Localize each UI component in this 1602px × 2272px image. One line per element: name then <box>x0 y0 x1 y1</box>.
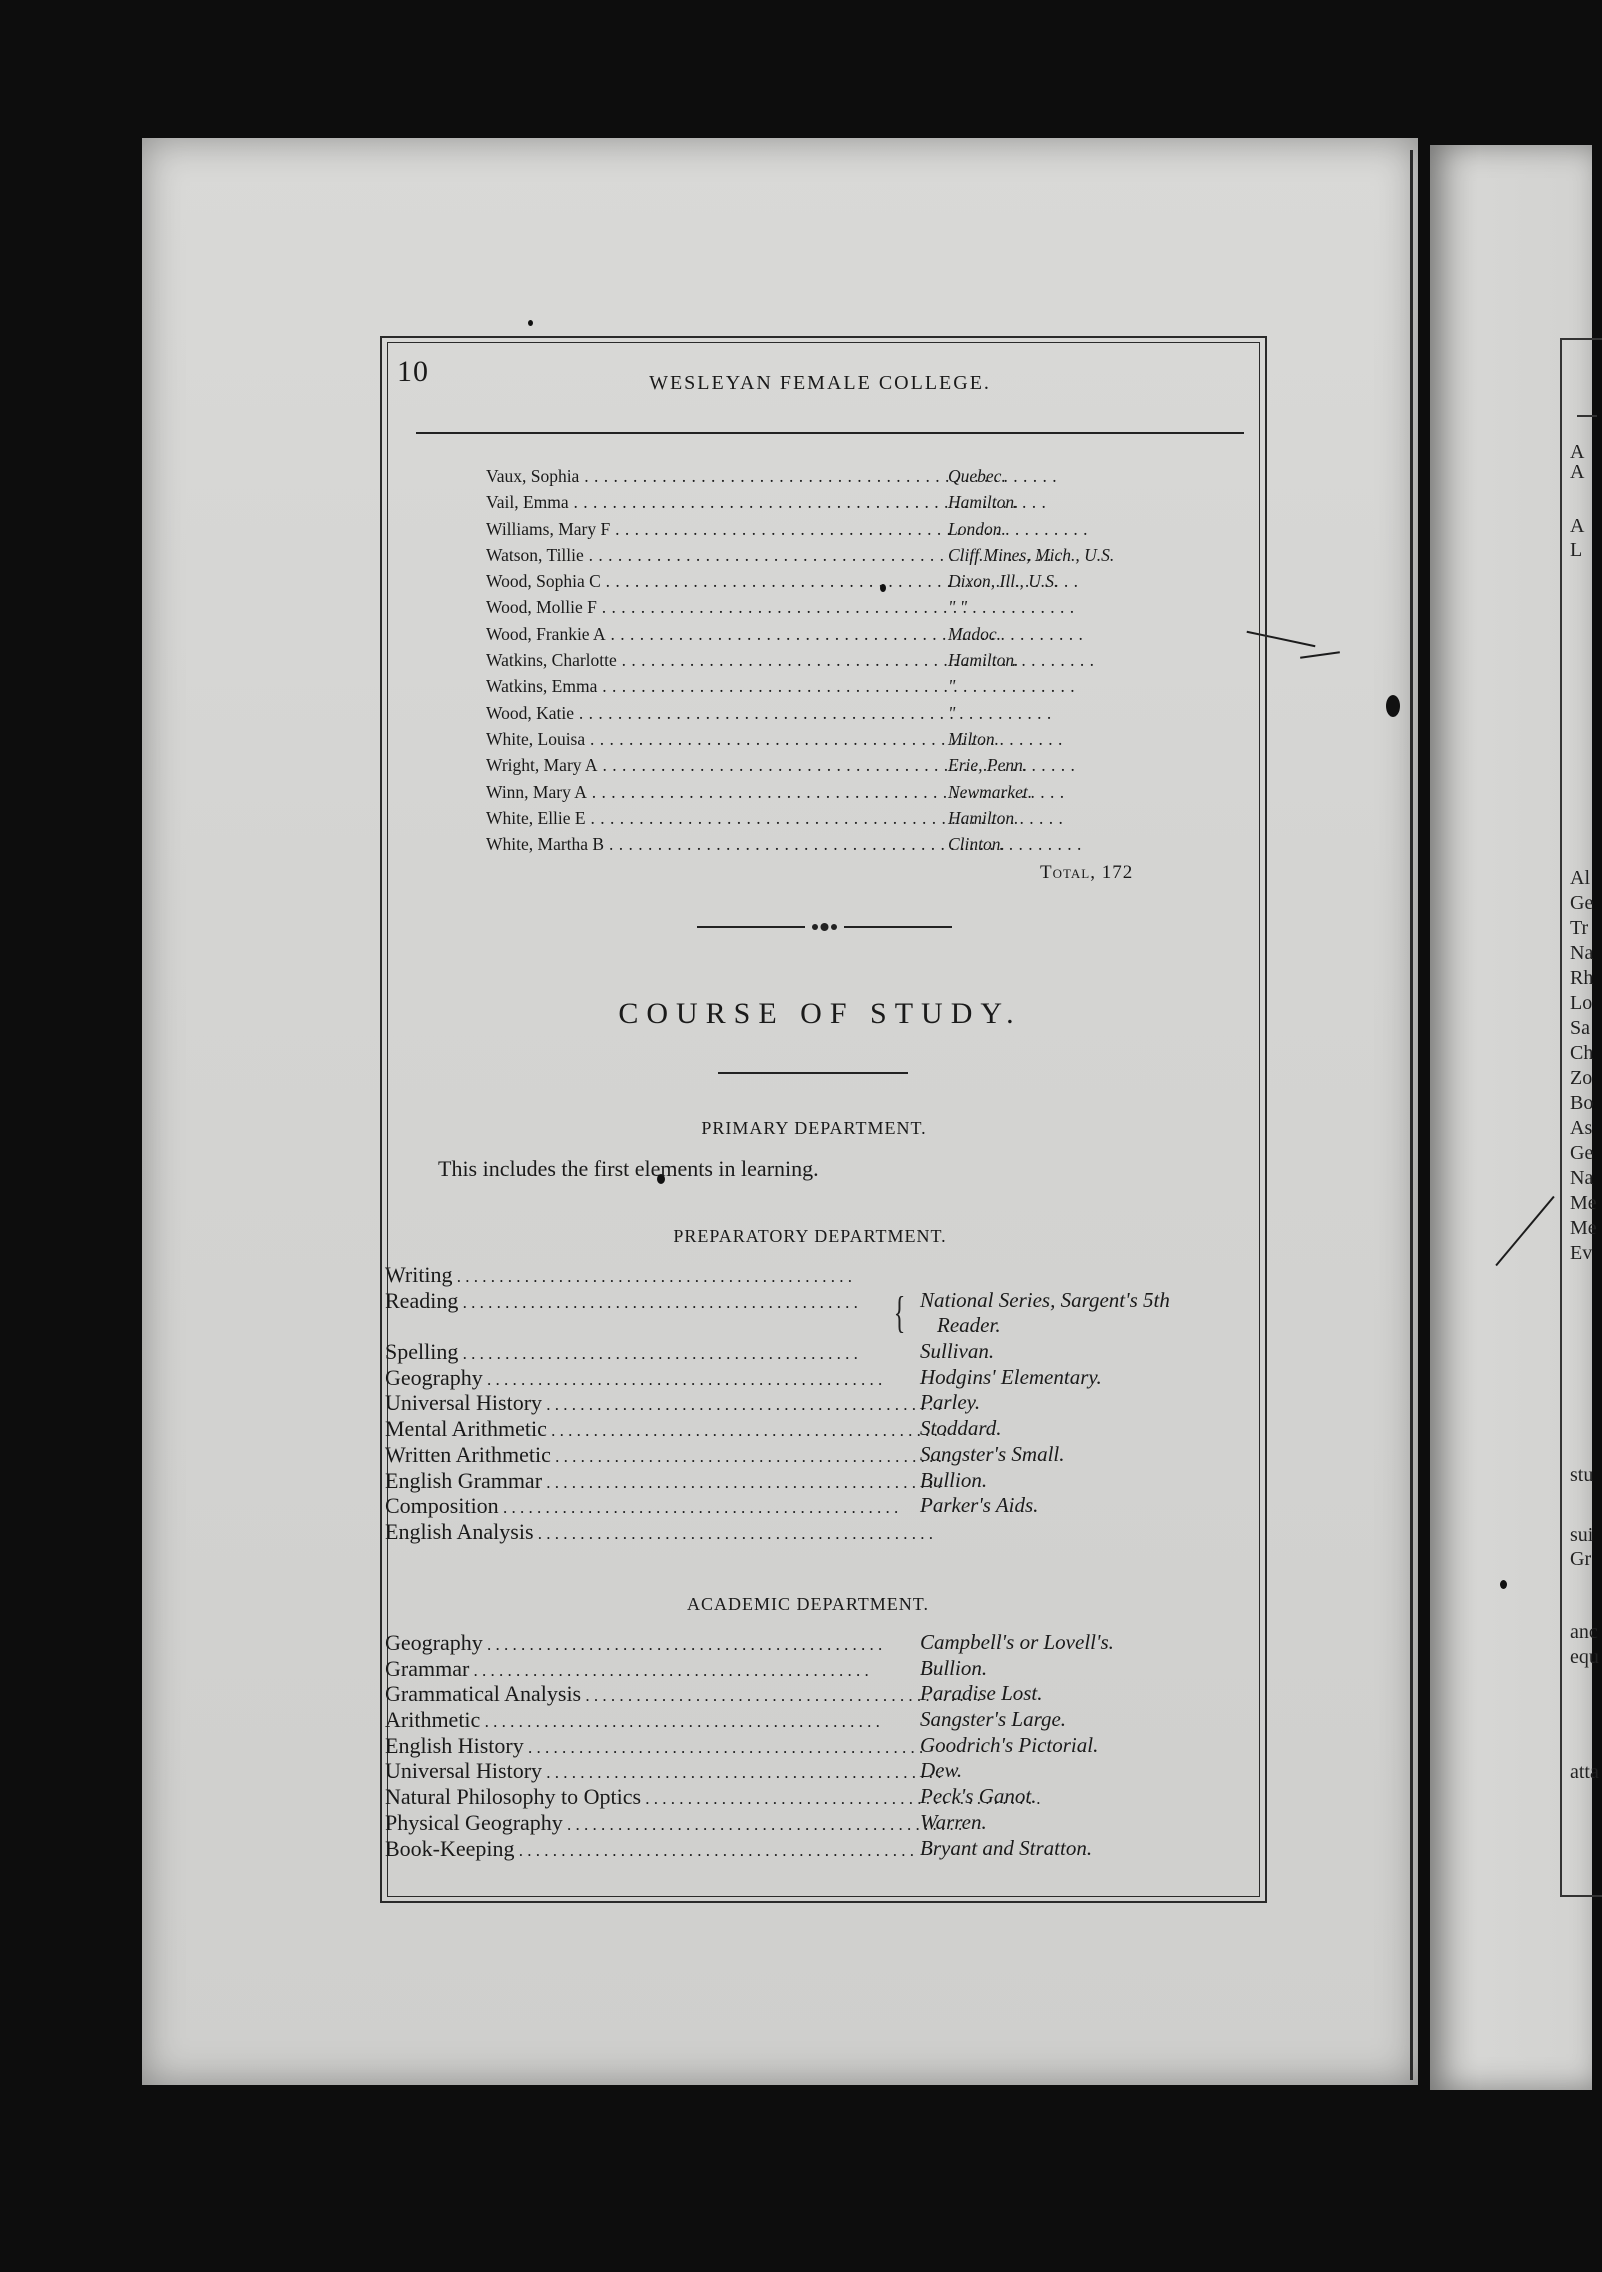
student-hometown: Newmarket. <box>948 781 1033 802</box>
roster-row <box>486 597 1206 623</box>
course-subject: Geography . . . <box>385 1365 905 1391</box>
student-hometown: Clinton. <box>948 834 1005 855</box>
preparatory-course-list <box>385 1262 1245 1545</box>
course-row <box>385 1784 1245 1810</box>
running-head: WESLEYAN FEMALE COLLEGE. <box>649 372 991 394</box>
course-row <box>385 1758 1245 1784</box>
adjacent-page-fragment: Bo <box>1570 1092 1594 1114</box>
course-textbook: Peck's Ganot. <box>920 1784 1037 1809</box>
course-textbook: Reader. <box>937 1313 1001 1338</box>
scan-speck <box>1500 1580 1507 1589</box>
roster-row <box>486 782 1206 808</box>
course-textbook: Bullion. <box>920 1655 988 1680</box>
course-row <box>385 1442 1245 1468</box>
adjacent-page-fragment: Me <box>1570 1217 1597 1239</box>
adjacent-page-fragment: Ge <box>1570 1142 1594 1164</box>
roster-row <box>486 755 1206 781</box>
course-subject: Universal History . . . <box>385 1390 905 1416</box>
course-subject: Reading . . . <box>385 1288 905 1314</box>
student-hometown: " <box>948 702 956 723</box>
adjacent-page-fragment: Lo <box>1570 992 1593 1014</box>
course-textbook: National Series, Sargent's 5th <box>920 1287 1170 1312</box>
course-of-study-title: COURSE OF STUDY. <box>618 997 1022 1030</box>
course-row <box>385 1416 1245 1442</box>
course-subject: Spelling . . . <box>385 1339 905 1365</box>
student-hometown: Madoc. <box>948 623 1001 644</box>
roster-total: Total, 172 <box>1040 862 1134 883</box>
adjacent-page-fragment: Na <box>1570 1167 1594 1189</box>
course-row <box>385 1262 1245 1288</box>
roster-row <box>486 545 1206 571</box>
page-number: 10 <box>397 355 429 388</box>
course-row <box>385 1313 1245 1339</box>
roster-row <box>486 703 1206 729</box>
adjacent-page-fragment: Me <box>1570 1192 1597 1214</box>
adjacent-page-fragment: A <box>1570 441 1585 463</box>
adjacent-page-rule <box>1577 415 1597 417</box>
student-hometown: Erie, Penn. <box>948 755 1028 776</box>
student-hometown: Milton. <box>948 728 1000 749</box>
primary-department-text: This includes the first elements in learning. <box>438 1156 819 1181</box>
course-textbook: Stoddard. <box>920 1416 1002 1441</box>
course-textbook: Paradise Lost. <box>920 1681 1043 1706</box>
academic-course-list <box>385 1630 1245 1861</box>
course-subject: Grammar . . . <box>385 1656 905 1682</box>
course-subject: Arithmetic . . . <box>385 1707 905 1733</box>
adjacent-page-fragment: Zo <box>1570 1067 1593 1089</box>
student-name: Wood, Frankie A . . . <box>486 624 906 645</box>
student-name: Watkins, Emma . . . <box>486 676 906 697</box>
roster-row <box>486 834 1206 860</box>
adjacent-page-fragment: As <box>1570 1117 1593 1139</box>
roster-row <box>486 650 1206 676</box>
roster-row <box>486 676 1206 702</box>
course-textbook: Goodrich's Pictorial. <box>920 1732 1099 1757</box>
adjacent-page-fragment: Ge <box>1570 892 1594 914</box>
adjacent-page-fragment: A <box>1570 461 1585 483</box>
course-subject: Physical Geography . . . <box>385 1810 905 1836</box>
header-rule <box>416 432 1244 434</box>
course-textbook: Sullivan. <box>920 1339 995 1364</box>
course-row <box>385 1390 1245 1416</box>
course-subject: Written Arithmetic . . . <box>385 1442 905 1468</box>
course-row <box>385 1630 1245 1656</box>
adjacent-page-fragment: sui <box>1570 1524 1594 1546</box>
student-roster <box>486 466 1206 860</box>
student-name: White, Ellie E . . . <box>486 808 906 829</box>
course-textbook: Bullion. <box>920 1467 988 1492</box>
student-name: Watson, Tillie . . . <box>486 545 906 566</box>
student-name: Winn, Mary A . . . <box>486 782 906 803</box>
course-textbook: Hodgins' Elementary. <box>920 1364 1102 1389</box>
course-subject: Grammatical Analysis . . . <box>385 1681 905 1707</box>
adjacent-page-fragment: anc <box>1570 1621 1598 1643</box>
course-row <box>385 1733 1245 1759</box>
roster-row <box>486 808 1206 834</box>
primary-department-heading: PRIMARY DEPARTMENT. <box>701 1118 927 1138</box>
adjacent-page-fragment: Tr <box>1570 917 1589 939</box>
course-textbook: Campbell's or Lovell's. <box>920 1630 1114 1654</box>
scan-fiber <box>1410 150 1413 2080</box>
course-row <box>385 1810 1245 1836</box>
student-name: Watkins, Charlotte . . . <box>486 650 906 671</box>
course-textbook: Warren. <box>920 1809 987 1834</box>
course-textbook: Sangster's Large. <box>920 1707 1067 1732</box>
student-name: White, Martha B . . . <box>486 834 906 855</box>
student-hometown: London. <box>948 518 1006 539</box>
roster-row <box>486 624 1206 650</box>
student-hometown: " <box>948 676 956 697</box>
scan-speck <box>528 320 533 326</box>
course-row <box>385 1707 1245 1733</box>
adjacent-page-fragment: Al <box>1570 867 1590 889</box>
course-row <box>385 1681 1245 1707</box>
student-hometown: Cliff Mines, Mich., U.S. <box>948 544 1115 565</box>
title-rule <box>718 1072 908 1074</box>
course-textbook: Parley. <box>920 1390 981 1415</box>
adjacent-page-fragment: Sa <box>1570 1017 1590 1039</box>
adjacent-page-fragment: Ch <box>1570 1042 1594 1064</box>
course-subject: Universal History . . . <box>385 1758 905 1784</box>
student-name: Wright, Mary A . . . <box>486 755 906 776</box>
course-row <box>385 1288 1245 1314</box>
course-row <box>385 1656 1245 1682</box>
adjacent-page-fragment: stu <box>1570 1464 1594 1486</box>
adjacent-page-fragment: Rh <box>1570 967 1594 989</box>
course-textbook: Sangster's Small. <box>920 1441 1065 1466</box>
course-textbook: Dew. <box>920 1758 963 1783</box>
preparatory-department-heading: PREPARATORY DEPARTMENT. <box>673 1226 947 1246</box>
roster-row <box>486 729 1206 755</box>
student-hometown: " " <box>948 597 968 618</box>
academic-department-heading: ACADEMIC DEPARTMENT. <box>687 1594 929 1614</box>
course-row <box>385 1836 1245 1862</box>
roster-row <box>486 466 1206 492</box>
adjacent-page-fragment: A <box>1570 515 1585 537</box>
reading-brace: { <box>893 1288 906 1337</box>
student-hometown: Hamilton. <box>948 807 1019 828</box>
course-row <box>385 1519 1245 1545</box>
adjacent-page-fragment: atta <box>1570 1761 1599 1783</box>
course-subject: English Analysis . . . <box>385 1519 905 1545</box>
student-hometown: Dixon, Ill., U.S. <box>948 571 1059 592</box>
section-ornament <box>697 920 952 934</box>
student-hometown: Quebec. <box>948 466 1006 486</box>
adjacent-page-fragment: Ev <box>1570 1242 1593 1264</box>
course-row <box>385 1339 1245 1365</box>
student-name: Wood, Sophia C . . . <box>486 571 906 592</box>
course-row <box>385 1468 1245 1494</box>
course-textbook: Bryant and Stratton. <box>920 1835 1093 1860</box>
course-subject: English History . . . <box>385 1733 905 1759</box>
student-name: Vaux, Sophia . . . <box>486 466 906 487</box>
roster-row <box>486 519 1206 545</box>
adjacent-page-fragment: L <box>1570 539 1583 561</box>
course-subject: Geography . . . <box>385 1630 905 1656</box>
roster-row <box>486 571 1206 597</box>
roster-row <box>486 492 1206 518</box>
scan-speck <box>1386 695 1400 717</box>
course-subject: Natural Philosophy to Optics . . . <box>385 1784 905 1810</box>
student-name: Wood, Katie . . . <box>486 703 906 724</box>
adjacent-page-fragment: equ <box>1570 1646 1599 1668</box>
course-subject: Writing . . . <box>385 1262 905 1288</box>
adjacent-page-fragment: Na <box>1570 942 1594 964</box>
course-subject: Mental Arithmetic . . . <box>385 1416 905 1442</box>
course-row <box>385 1493 1245 1519</box>
course-subject: English Grammar . . . <box>385 1468 905 1494</box>
course-row <box>385 1365 1245 1391</box>
student-name: Williams, Mary F . . . <box>486 519 906 540</box>
student-hometown: Hamilton. <box>948 492 1019 513</box>
student-name: White, Louisa . . . <box>486 729 906 750</box>
student-hometown: Hamilton. <box>948 650 1019 671</box>
student-name: Wood, Mollie F . . . <box>486 597 906 618</box>
course-subject: Book-Keeping . . . <box>385 1836 905 1862</box>
course-subject: Composition . . . <box>385 1493 905 1519</box>
student-name: Vail, Emma . . . <box>486 492 906 513</box>
course-textbook: Parker's Aids. <box>920 1493 1039 1518</box>
adjacent-page-fragment: Gr <box>1570 1548 1592 1570</box>
